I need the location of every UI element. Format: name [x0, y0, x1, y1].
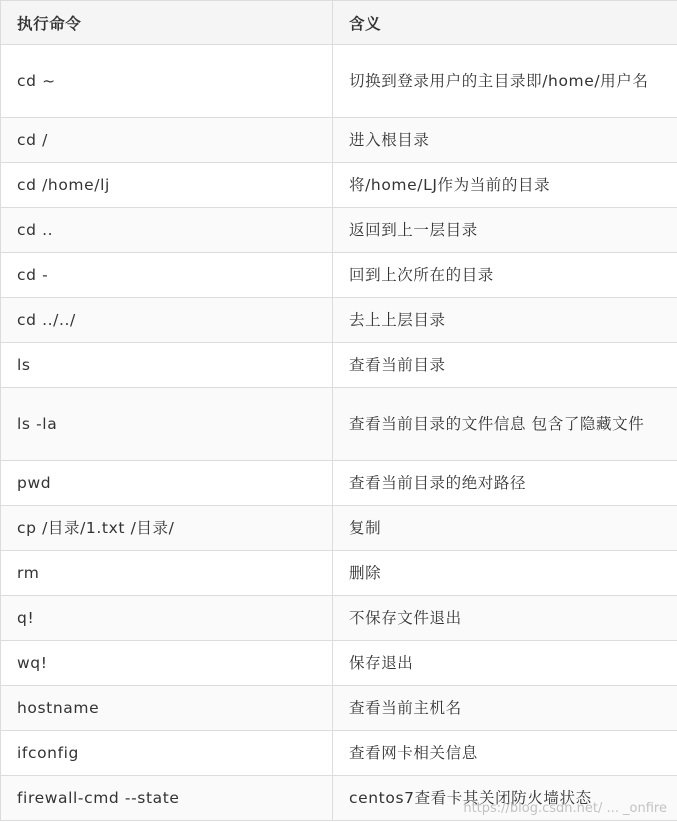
meaning-cell: 不保存文件退出	[333, 596, 677, 641]
table-row	[1, 506, 677, 551]
table-row	[1, 45, 677, 118]
table-row	[1, 298, 677, 343]
table-row	[1, 641, 677, 686]
table-row	[1, 343, 677, 388]
command-cell: wq!	[1, 641, 333, 686]
meaning-cell: 查看当前主机名	[333, 686, 677, 731]
table-row	[1, 253, 677, 298]
table-row	[1, 461, 677, 506]
command-cell: firewall-cmd --state	[1, 776, 333, 821]
command-cell: q!	[1, 596, 333, 641]
command-cell: cd ~	[1, 45, 333, 118]
command-cell: cd /home/lj	[1, 163, 333, 208]
header-meaning: 含义	[333, 1, 677, 45]
command-cell: rm	[1, 551, 333, 596]
meaning-cell: 切换到登录用户的主目录即/home/用户名	[333, 45, 677, 118]
meaning-cell: 将/home/LJ作为当前的目录	[333, 163, 677, 208]
table-row	[1, 118, 677, 163]
meaning-cell: 返回到上一层目录	[333, 208, 677, 253]
table-row	[1, 686, 677, 731]
table-row	[1, 208, 677, 253]
table-row	[1, 163, 677, 208]
table-row	[1, 596, 677, 641]
header-command: 执行命令	[1, 1, 333, 45]
command-cell: ls	[1, 343, 333, 388]
meaning-cell: 查看网卡相关信息	[333, 731, 677, 776]
table-row	[1, 388, 677, 461]
command-cell: cd ../../	[1, 298, 333, 343]
meaning-cell: 查看当前目录的文件信息 包含了隐藏文件	[333, 388, 677, 461]
table-row	[1, 551, 677, 596]
command-cell: pwd	[1, 461, 333, 506]
meaning-cell: 删除	[333, 551, 677, 596]
meaning-cell: 保存退出	[333, 641, 677, 686]
meaning-cell: 复制	[333, 506, 677, 551]
command-cell: cd -	[1, 253, 333, 298]
watermark: https://blog.csdn.net/ ... _onfire	[463, 801, 667, 816]
meaning-cell: centos7查看卡其关闭防火墙状态	[333, 776, 677, 821]
command-cell: ls -la	[1, 388, 333, 461]
table-row	[1, 731, 677, 776]
table-header-row	[1, 1, 677, 45]
table-row	[1, 776, 677, 821]
command-cell: cd ..	[1, 208, 333, 253]
command-cell: cd /	[1, 118, 333, 163]
meaning-cell: 去上上层目录	[333, 298, 677, 343]
meaning-cell: 查看当前目录	[333, 343, 677, 388]
meaning-cell: 查看当前目录的绝对路径	[333, 461, 677, 506]
command-cell: ifconfig	[1, 731, 333, 776]
meaning-cell: 回到上次所在的目录	[333, 253, 677, 298]
meaning-cell: 进入根目录	[333, 118, 677, 163]
command-cell: hostname	[1, 686, 333, 731]
command-cell: cp /目录/1.txt /目录/	[1, 506, 333, 551]
